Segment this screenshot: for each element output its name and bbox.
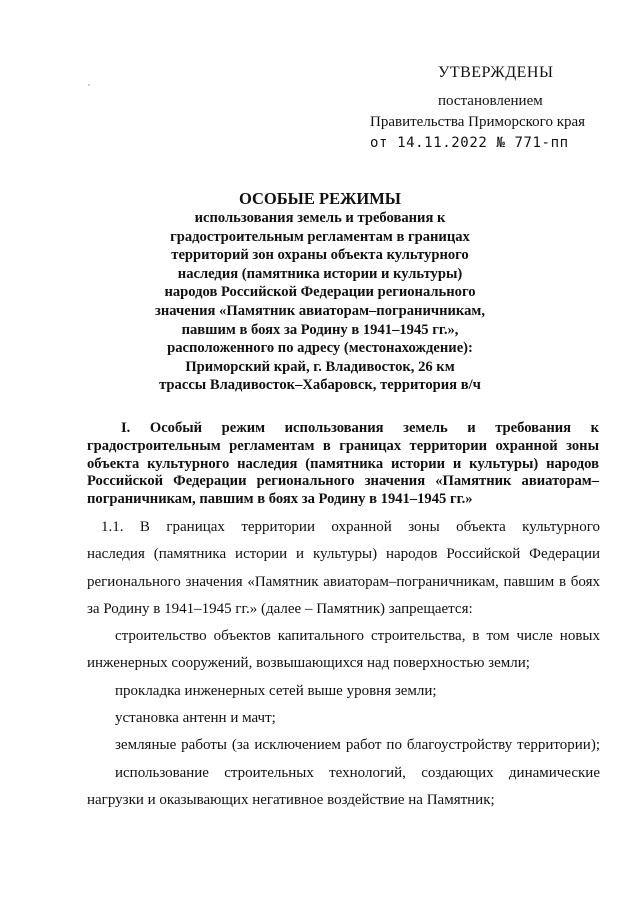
- title-line: Приморский край, г. Владивосток, 26 км: [185, 358, 455, 375]
- list-item-line: строительство объектов капитального строительства, в том числе новых: [115, 628, 600, 645]
- list-item-line: инженерных сооружений, возвышающихся над поверхностью земли;: [87, 655, 530, 672]
- title-line: павшим в боях за Родину в 1941–1945 гг.»,: [181, 321, 459, 338]
- approval-decree: постановлением: [438, 93, 543, 109]
- scan-dot: [88, 84, 90, 86]
- list-item: установка антенн и мачт;: [115, 710, 276, 727]
- approval-number: от 14.11.2022 № 771-пп: [370, 135, 569, 151]
- approval-block: [364, 62, 604, 154]
- title-line: наследия (памятника истории и культуры): [177, 265, 463, 282]
- title-line: градостроительным регламентам в границах: [170, 228, 470, 245]
- section-heading-line: I. Особый режим использования земель и требования к: [121, 420, 599, 436]
- title-line: трассы Владивосток–Хабаровск, территория в/ч: [159, 377, 481, 394]
- paragraph-line: 1.1. В границах территории охранной зоны объекта культурного: [101, 519, 600, 535]
- section-heading: [87, 420, 599, 509]
- paragraph-line: наследия (памятника истории и культуры) народов Российской Федерации: [87, 546, 600, 563]
- body-text: [87, 514, 600, 814]
- document-title: [60, 188, 580, 395]
- title-main: ОСОБЫЕ РЕЖИМЫ: [238, 189, 402, 208]
- list-item-line: нагрузки и оказывающих негативное воздействие на Памятник;: [87, 791, 495, 808]
- approval-spacer: [364, 83, 604, 91]
- section-heading-line: градостроительным регламентам в границах территории охранной зоны: [87, 437, 599, 454]
- paragraph-line: за Родину в 1941–1945 гг.» (далее – Памятник) запрещается:: [87, 600, 473, 617]
- title-line: значения «Памятник авиаторам–пограничникам,: [155, 302, 485, 319]
- title-line: территорий зон охраны объекта культурного: [171, 247, 469, 264]
- list-item: земляные работы (за исключением работ по благоустройству территории);: [115, 737, 600, 754]
- paragraph-line: регионального значения «Памятник авиаторам–пограничникам, павшим в боях: [87, 573, 600, 590]
- section-heading-line: объекта культурного наследия (памятника истории и культуры) народов: [87, 455, 599, 472]
- list-item-line: использование строительных технологий, создающих динамические: [115, 764, 600, 781]
- section-heading-line: пограничникам, павшим в боях за Родину в 1941–1945 гг.»: [87, 491, 473, 508]
- approval-heading: УТВЕРЖДЕНЫ: [438, 64, 554, 81]
- list-item: прокладка инженерных сетей выше уровня земли;: [115, 682, 437, 699]
- title-line: народов Российской Федерации регионального: [164, 284, 476, 301]
- section-heading-line: Российской Федерации регионального значения «Памятник авиаторам–: [87, 473, 599, 490]
- approval-government: Правительства Приморского края: [370, 114, 586, 130]
- title-line: использования земель и требования к: [194, 210, 446, 226]
- title-line: расположенного по адресу (местонахождение):: [167, 340, 473, 357]
